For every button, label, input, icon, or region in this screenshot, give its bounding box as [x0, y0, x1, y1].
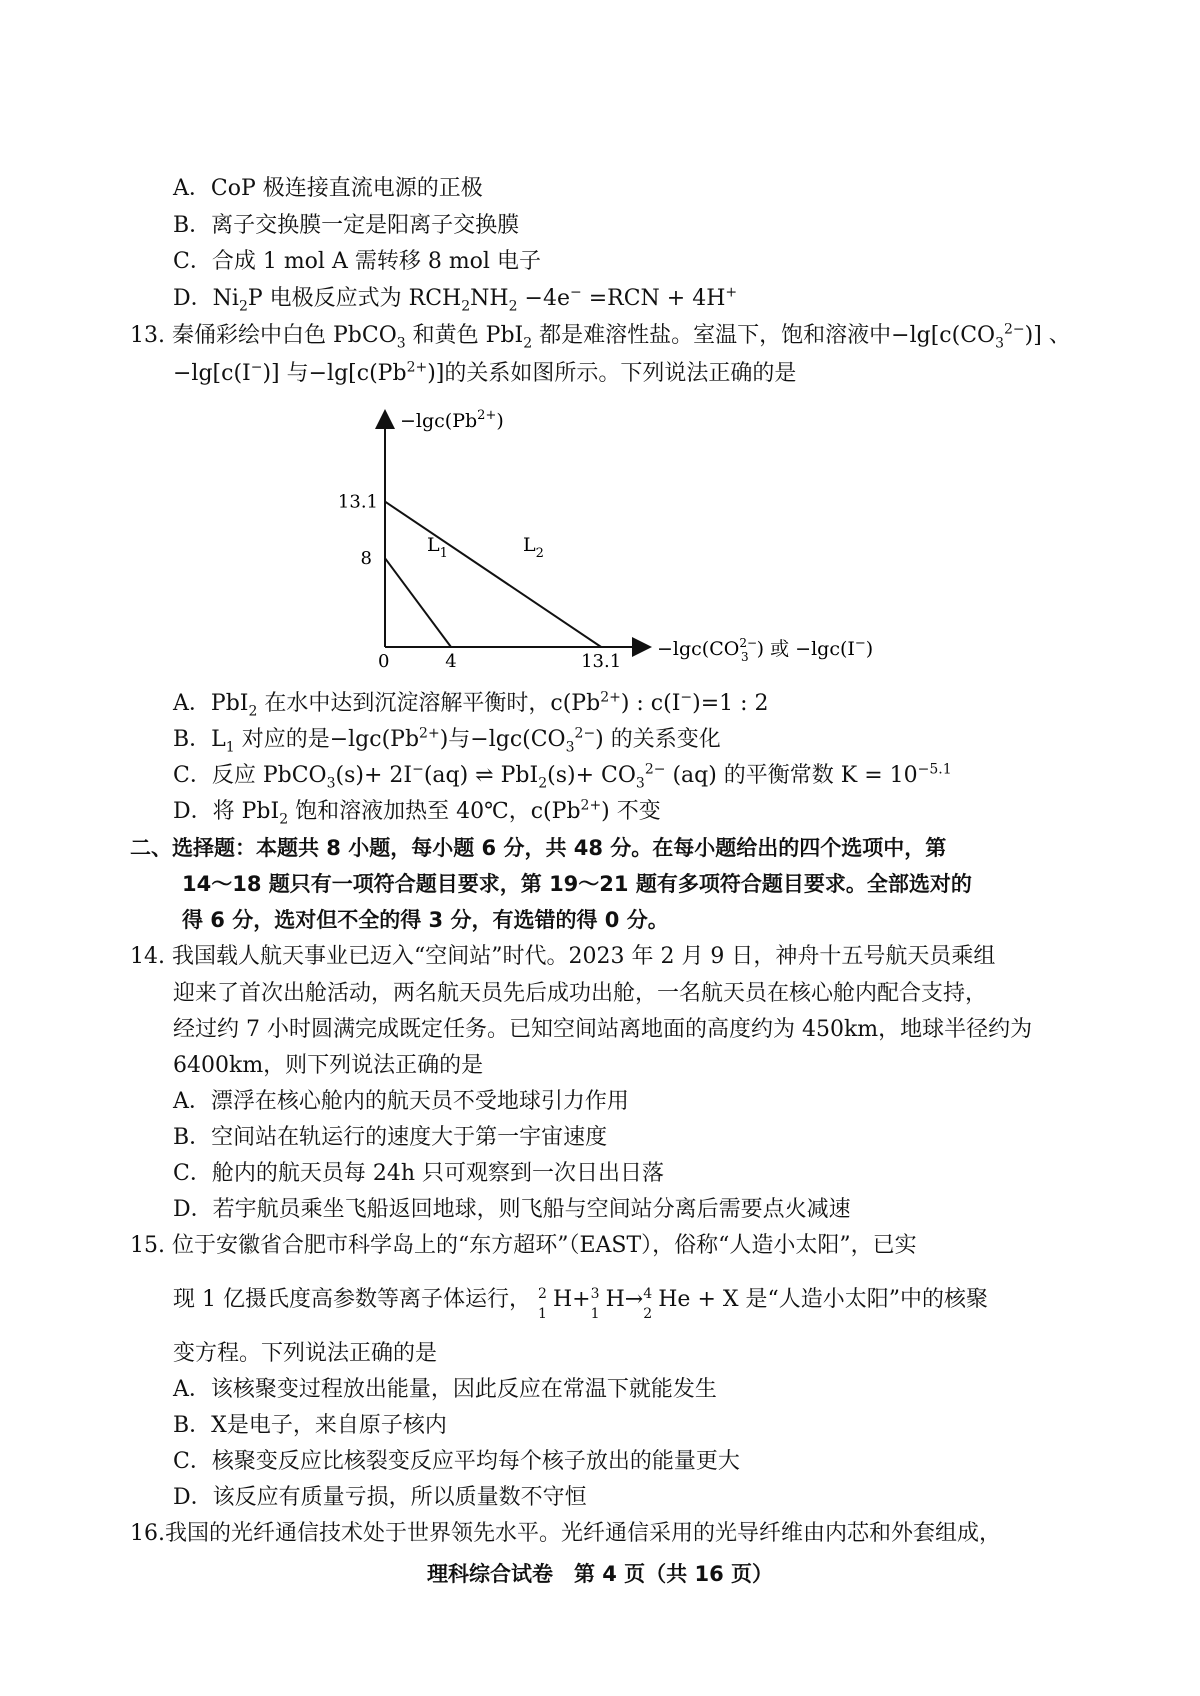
subscript: 1 [439, 546, 448, 561]
q12-option-b: B．离子交换膜一定是阳离子交换膜 [173, 213, 520, 238]
q13-option-b [173, 726, 721, 754]
q16-stem-line1: 16.我国的光纤通信技术处于世界领先水平。光纤通信采用的光导纤维由内芯和外套组成， [130, 1521, 1001, 1546]
text: −4e [517, 286, 570, 311]
superscript: 2− [1003, 321, 1025, 338]
text: )] 、 [1024, 323, 1071, 348]
superscript: 2+ [477, 408, 497, 423]
text: )=1 : 2 [692, 691, 769, 716]
superscript: + [725, 284, 738, 301]
section-heading-line3: 得 6 分，选对但不全的得 3 分，有选错的得 0 分。 [182, 908, 669, 932]
text: NH [470, 286, 509, 311]
q13-option-c [173, 762, 952, 790]
y-tick-label: 13.1 [337, 491, 378, 513]
series-label-l2 [523, 534, 544, 561]
subscript: 3 [326, 775, 336, 792]
solubility-chart [330, 405, 890, 670]
text: C．反应 PbCO [173, 763, 327, 788]
superscript: − [680, 689, 693, 706]
q13-stem-line2 [173, 360, 796, 388]
series-line-l1 [385, 558, 451, 647]
superscript: 2− [574, 725, 596, 742]
text: 13. 秦俑彩绘中白色 PbCO [130, 323, 397, 348]
q13-stem-line1 [130, 322, 1071, 350]
q15-option-b: B．X是电子，来自原子核内 [173, 1413, 447, 1438]
q15-option-c: C．核聚变反应比核裂变反应平均每个核子放出的能量更大 [173, 1449, 740, 1474]
q14-option-a: A．漂浮在核心舱内的航天员不受地球引力作用 [173, 1089, 629, 1114]
superscript: 2− [739, 636, 758, 650]
text: −lgc(Pb [400, 410, 478, 432]
q14-stem-line3: 经过约 7 小时圆满完成既定任务。已知空间站离地面的高度约为 450km，地球半径约为 [173, 1017, 1033, 1042]
superscript: − [250, 359, 263, 376]
text: A．PbI [173, 691, 249, 716]
text: 对应的是−lgc(Pb [234, 727, 420, 752]
subscript: 3 [995, 335, 1004, 352]
q13-option-a [173, 690, 769, 718]
x-axis-label [657, 636, 873, 664]
q15-option-d: D．该反应有质量亏损，所以质量数不守恒 [173, 1485, 587, 1510]
x-tick-label: 13.1 [581, 651, 622, 670]
text: ) [496, 410, 504, 432]
q12-option-a: A．CoP 极连接直流电源的正极 [173, 176, 483, 201]
text: 都是难溶性盐。室温下，饱和溶液中−lg[c(CO [532, 323, 996, 348]
subscript: 2 [535, 546, 544, 561]
atomic-number: 1 [590, 1306, 600, 1322]
atomic-number: 1 [538, 1306, 547, 1322]
text: (s)+ CO [547, 763, 636, 788]
q13-option-d [173, 798, 661, 826]
symbol: H+ [553, 1287, 591, 1312]
text: 和黄色 PbI [405, 323, 524, 348]
superscript: 2+ [406, 359, 428, 376]
text: D．将 PbI [173, 799, 280, 824]
origin-label: 0 [378, 651, 390, 670]
x-tick-label: 4 [445, 651, 457, 670]
text: ) : c(I [620, 691, 681, 716]
text: ) 不变 [601, 799, 661, 824]
text: L [427, 534, 440, 556]
nuclide-index [643, 1286, 657, 1322]
section-heading-line2: 14～18 题只有一项符合题目要求，第 19～21 题有多项符合题目要求。全部选对的 [182, 872, 972, 896]
symbol: H→ [605, 1287, 644, 1312]
text: −lgc(CO [657, 638, 740, 660]
text: 是“人造小太阳”中的核聚 [745, 1287, 989, 1312]
text: −lg[c(I [173, 361, 251, 386]
text: )]的关系如图所示。下列说法正确的是 [427, 361, 797, 386]
text: ) 或 −lgc(I [756, 638, 855, 660]
subscript: 3 [635, 775, 645, 792]
nuclide-index [590, 1286, 605, 1322]
subscript: 2 [238, 298, 248, 315]
superscript: − [569, 284, 582, 301]
q14-option-b: B．空间站在轨运行的速度大于第一宇宙速度 [173, 1125, 608, 1150]
text: (aq) 的平衡常数 K = 10 [665, 763, 918, 788]
q12-option-d [173, 285, 737, 313]
superscript: − [854, 636, 866, 651]
mass-number: 2 [538, 1286, 547, 1302]
page-footer: 理科综合试卷 第 4 页（共 16 页） [426, 1562, 774, 1586]
series-label-l1 [427, 534, 448, 561]
subscript: 3 [565, 739, 575, 756]
mass-number: 4 [643, 1286, 653, 1302]
text: P 电极反应式为 RCH [247, 286, 462, 311]
q14-stem-line4: 6400km，则下列说法正确的是 [173, 1053, 484, 1078]
section-heading-line1: 二、选择题：本题共 8 小题，每小题 6 分，共 48 分。在每小题给出的四个选项中，第 [130, 836, 947, 860]
text: =RCN + 4H [581, 286, 726, 311]
q15-stem-line3: 变方程。下列说法正确的是 [173, 1341, 438, 1366]
superscript: − [412, 761, 424, 778]
q15-option-a: A．该核聚变过程放出能量，因此反应在常温下就能发生 [173, 1377, 717, 1402]
text: ) [865, 638, 874, 660]
mass-number: 3 [590, 1286, 600, 1302]
q14-stem-line2: 迎来了首次出舱活动，两名航天员先后成功出舱，一名航天员在核心舱内配合支持， [173, 981, 988, 1006]
text: 在水中达到沉淀溶解平衡时，c(Pb [257, 691, 601, 716]
fusion-equation [538, 1286, 746, 1322]
nuclide-index [538, 1286, 552, 1322]
subscript: 3 [396, 335, 406, 352]
text: ) 的关系变化 [595, 727, 721, 752]
series-line-l2 [385, 502, 601, 647]
q14-stem-line1: 14. 我国载人航天事业已迈入“空间站”时代。2023 年 2 月 9 日，神舟十五号航天员乘组 [130, 944, 996, 969]
text: 饱和溶液加热至 40℃，c(Pb [288, 799, 581, 824]
q15-stem-line1: 15. 位于安徽省合肥市科学岛上的“东方超环”（EAST），俗称“人造小太阳”，已实 [130, 1233, 917, 1258]
symbol: He + X [658, 1287, 739, 1312]
subscript: 1 [225, 739, 235, 756]
superscript: 2+ [580, 797, 602, 814]
text: )] 与−lg[c(Pb [262, 361, 407, 386]
q14-option-c: C．舱内的航天员每 24h 只可观察到一次日出日落 [173, 1161, 664, 1186]
text: )与−lgc(CO [439, 727, 566, 752]
subscript: 2 [279, 811, 289, 828]
atomic-number: 2 [643, 1306, 653, 1322]
superscript: 2− [644, 761, 666, 778]
text: B．L [173, 727, 226, 752]
text: (s)+ 2I [335, 763, 413, 788]
text: (aq) ⇌ PbI [423, 763, 539, 788]
y-tick-label: 8 [360, 548, 372, 570]
text: L [523, 534, 536, 556]
subscript: 2 [523, 335, 533, 352]
subscript: 2 [461, 298, 471, 315]
q12-option-c: C．合成 1 mol A 需转移 8 mol 电子 [173, 249, 541, 274]
subscript: 3 [741, 650, 749, 664]
subscript: 2 [538, 775, 548, 792]
q15-stem-line2 [173, 1286, 989, 1322]
subscript: 2 [248, 703, 258, 720]
q14-option-d: D．若宇航员乘坐飞船返回地球，则飞船与空间站分离后需要点火减速 [173, 1197, 851, 1222]
superscript: −5.1 [917, 761, 952, 778]
superscript: 2+ [419, 725, 440, 742]
superscript: 2+ [600, 689, 621, 706]
subscript: 2 [508, 298, 518, 315]
text: 现 1 亿摄氏度高参数等离子体运行， [173, 1287, 531, 1312]
y-axis-label [400, 408, 504, 432]
text: D．Ni [173, 286, 239, 311]
